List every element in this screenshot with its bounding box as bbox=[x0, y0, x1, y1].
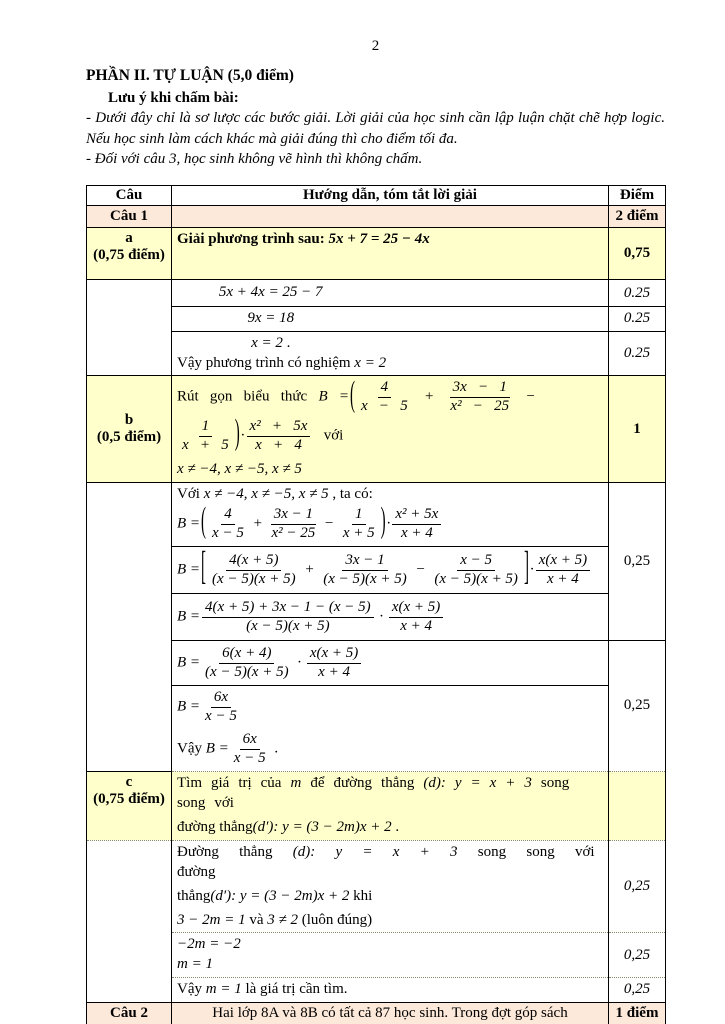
cell-c-step2: −2m = −2 m = 1 bbox=[172, 933, 609, 978]
row-c-step3 bbox=[87, 977, 666, 1002]
row-a-step1 bbox=[87, 280, 666, 307]
row-c-step2 bbox=[87, 933, 666, 978]
cell-b-points1: 0,25 bbox=[609, 483, 666, 641]
header-cau: Câu bbox=[87, 186, 172, 206]
row-b-step3 bbox=[87, 594, 666, 641]
cell-cau1-points: 2 điểm bbox=[609, 206, 666, 228]
cell-a-step1: 5x + 4x = 25 − 7 bbox=[172, 280, 609, 307]
c-label: c bbox=[125, 773, 133, 790]
row-cau1 bbox=[87, 206, 666, 228]
cell-b-label bbox=[87, 376, 172, 483]
cell-c-steps-label bbox=[87, 841, 172, 1003]
cell-a-step3-points: 0.25 bbox=[609, 331, 666, 376]
cell-c-points bbox=[609, 771, 666, 840]
b-label-points: (0,5 điểm) bbox=[96, 429, 162, 446]
cell-a-label bbox=[87, 228, 172, 280]
cell-b-step4: B = $\frac{6(x + 4)}{(x - 5)(x + 5)}$ · $\frac{x(x + 5)}{x + 4}$ bbox=[172, 641, 609, 686]
cell-cau2-content: Hai lớp 8A và 8B có tất cả 87 học sinh. Trong đợt góp sách bbox=[172, 1002, 609, 1024]
table-header-row bbox=[87, 186, 666, 206]
cell-b-steps-label bbox=[87, 483, 172, 772]
cell-b-points2: 0,25 bbox=[609, 641, 666, 772]
cell-cau2-points: 1 điểm bbox=[609, 1002, 666, 1024]
row-cau2 bbox=[87, 1002, 666, 1024]
row-a-step2 bbox=[87, 307, 666, 332]
cell-c-step2-points: 0,25 bbox=[609, 933, 666, 978]
cell-a-steps-label bbox=[87, 280, 172, 376]
cell-cau1-label: Câu 1 bbox=[87, 206, 172, 228]
row-b-step4 bbox=[87, 641, 666, 686]
cell-c-step1-points: 0,25 bbox=[609, 841, 666, 933]
c-label-points: (0,75 điểm) bbox=[93, 790, 165, 807]
answer-key-table bbox=[86, 185, 666, 1024]
cell-cau2-label: Câu 2 bbox=[87, 1002, 172, 1024]
header-huongdan: Hướng dẫn, tóm tắt lời giải bbox=[172, 186, 609, 206]
a-label: a bbox=[125, 230, 133, 247]
cell-b-step5: B = $\frac{6x}{x - 5}$ Vậy B = $\frac{6x}{x - 5}$ . bbox=[172, 686, 609, 772]
cell-c-label bbox=[87, 771, 172, 840]
cell-a-question: Giải phương trình sau: 5x + 7 = 25 − 4x bbox=[172, 228, 609, 280]
page-number: 2 bbox=[371, 38, 380, 54]
cell-a-step1-points: 0.25 bbox=[609, 280, 666, 307]
cell-c-step3: Vậy m = 1 là giá trị cần tìm. bbox=[172, 977, 609, 1002]
section-title: PHẦN II. TỰ LUẬN (5,0 điểm) bbox=[86, 67, 294, 84]
cell-cau1-content bbox=[172, 206, 609, 228]
cell-c-question: Tìm giá trị của m để đường thẳng (d): y = x + 3 song song với đường thẳng(d′): y = (3 − 2m)x + 2 . bbox=[172, 771, 609, 840]
row-c-step1 bbox=[87, 841, 666, 933]
row-b-step1 bbox=[87, 483, 666, 547]
grading-note-2: - Đối với câu 3, học sinh không vẽ hình thì không chấm. bbox=[86, 151, 423, 168]
row-a-step3 bbox=[87, 331, 666, 376]
page-content bbox=[86, 38, 665, 1024]
grading-note-1: - Dưới đây chỉ là sơ lược các bước giải. Lời giải của học sinh cần lập luận chặt chẽ hợp logic. Nếu học sinh làm cách khác mà giải đúng thì cho điểm tối đa. bbox=[86, 110, 665, 147]
cell-b-step1: Với x ≠ −4, x ≠ −5, x ≠ 5 , ta có: B =( $\frac{4}{x - 5}$ + $\frac{3x - 1}{\text{x² − 25}}$ − $\frac{1}{x + 5}$ )· $\frac{\text{x² + 5x}}{x + 4}$ bbox=[172, 483, 609, 547]
b-label: b bbox=[124, 412, 134, 429]
row-a bbox=[87, 228, 666, 280]
cell-a-points: 0,75 bbox=[609, 228, 666, 280]
cell-a-step2: 9x = 18 bbox=[172, 307, 609, 332]
cell-a-step2-points: 0.25 bbox=[609, 307, 666, 332]
cell-c-step1: Đường thẳng (d): y = x + 3 song song với đường thẳng(d′): y = (3 − 2m)x + 2 khi 3 − 2m = 1 và 3 ≠ 2 (luôn đúng) bbox=[172, 841, 609, 933]
row-c bbox=[87, 771, 666, 840]
cell-b-step2: B =[ $\frac{4(x + 5)}{(x - 5)(x + 5)}$ + $\frac{3x - 1}{(x - 5)(x + 5)}$ − $\frac{x - 5}{(x - 5)(x + 5)}$ ]· $\frac{x(x + 5)}{x + 4}$ bbox=[172, 547, 609, 594]
grading-notes-heading: Lưu ý khi chấm bài: bbox=[108, 90, 239, 106]
row-b-step5 bbox=[87, 686, 666, 772]
row-b-step2 bbox=[87, 547, 666, 594]
cell-b-step3: B = $\frac{4(x + 5) + 3x - 1 - (x - 5)}{(x - 5)(x + 5)}$ · $\frac{x(x + 5)}{x + 4}$ bbox=[172, 594, 609, 641]
cell-b-question: Rút gọn biểu thức B =( $\frac{4}{x - 5}$ + $\frac{3x - 1}{\text{x² − 25}}$ − $\frac{1}{x + 5}$ )· $\frac{\text{x² + 5x}}{x + 4}$ với x ≠ −4, x ≠ −5, x ≠ 5 bbox=[172, 376, 609, 483]
cell-c-step3-points: 0,25 bbox=[609, 977, 666, 1002]
row-b bbox=[87, 376, 666, 483]
cell-b-points: 1 bbox=[609, 376, 666, 483]
cell-a-step3: x = 2 . Vậy phương trình có nghiệm x = 2 bbox=[172, 331, 609, 376]
a-label-points: (0,75 điểm) bbox=[93, 247, 165, 264]
header-diem: Điểm bbox=[609, 186, 666, 206]
